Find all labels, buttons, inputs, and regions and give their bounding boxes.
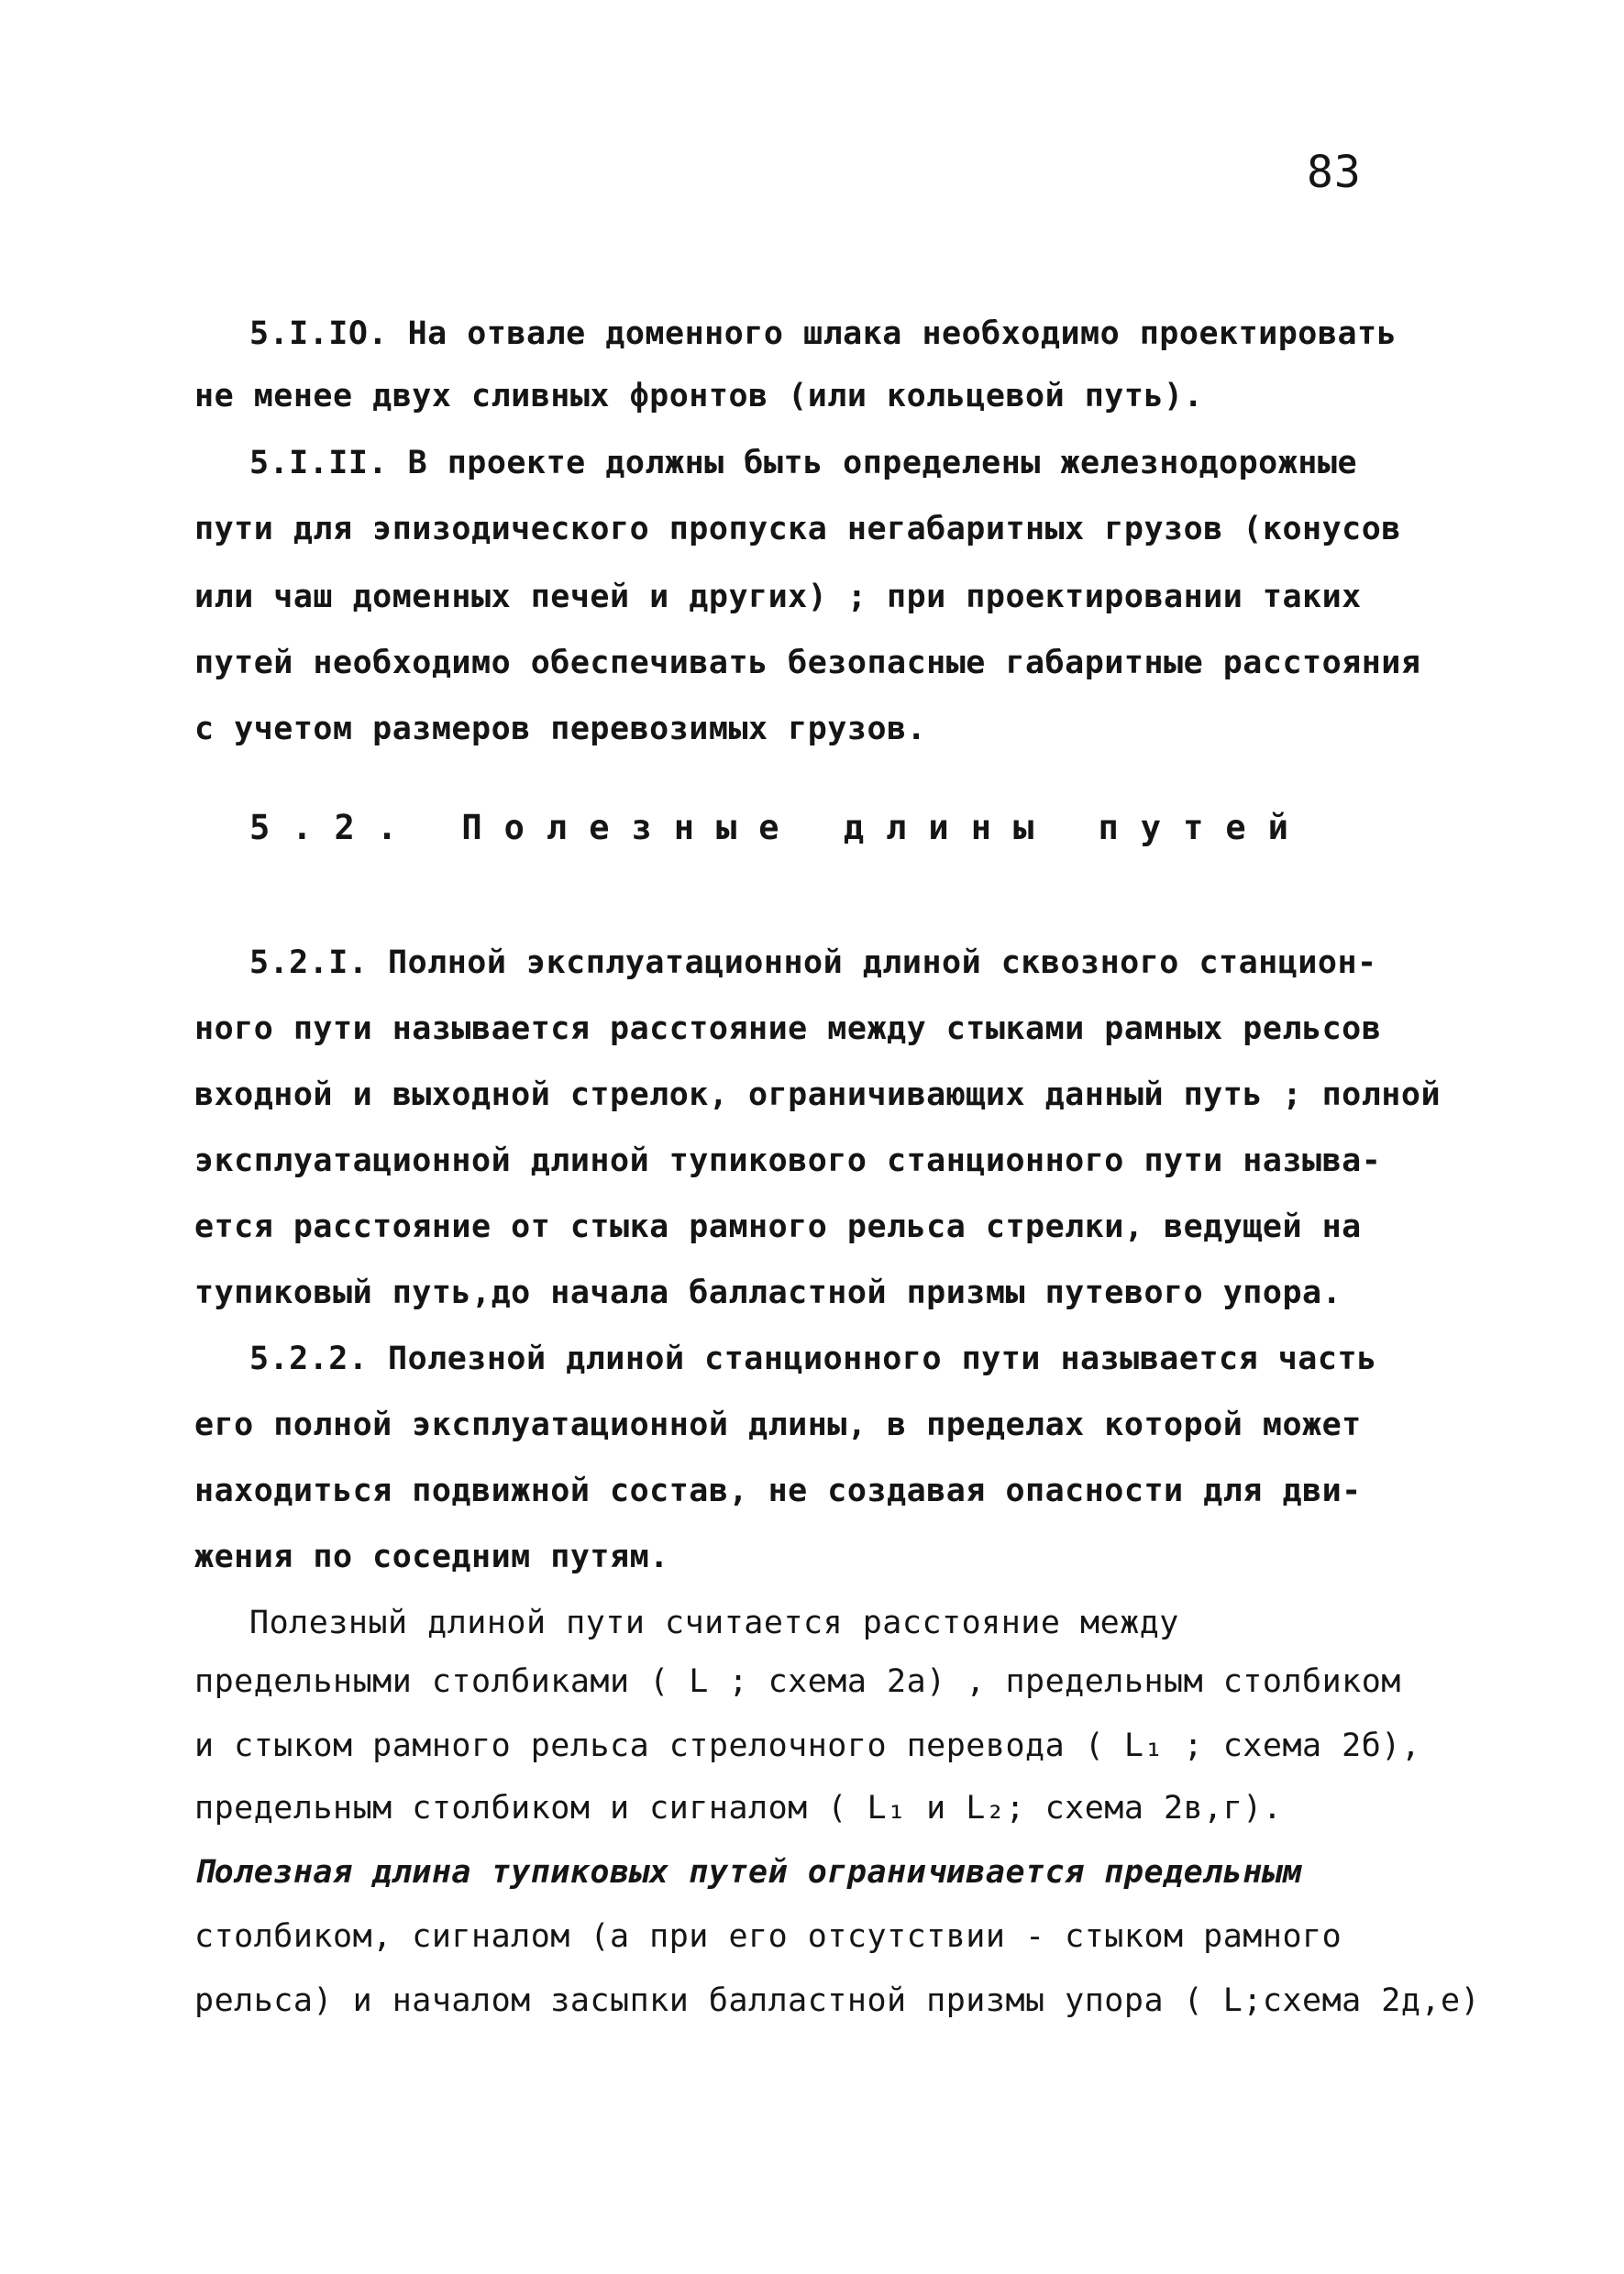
paragraph-5-2-1-line-2: ного пути называется расстояние между стыками рамных рельсов xyxy=(194,1010,1382,1047)
paragraph-5-2-1-line-3: входной и выходной стрелок, ограничивающих данный путь ; полной xyxy=(194,1076,1442,1113)
paragraph-5-2-1-line-4: эксплуатационной длиной тупикового станционного пути называ- xyxy=(194,1143,1382,1179)
paragraph-5-2-1-line-5: ется расстояние от стыка рамного рельса стрелки, ведущей на xyxy=(194,1209,1362,1245)
page-number: 83 xyxy=(1307,147,1362,198)
paragraph-dead-end-line-3: рельса) и началом засыпки балластной призмы упора ( L;схема 2д,е) xyxy=(194,1982,1481,2019)
paragraph-5-1-11-line-5: с учетом размеров перевозимых грузов. xyxy=(194,711,927,747)
paragraph-5-2-2-line-1: 5.2.2. Полезной длиной станционного пути называется часть xyxy=(249,1341,1377,1377)
paragraph-5-1-11-line-4: путей необходимо обеспечивать безопасные габаритные расстояния xyxy=(194,645,1421,681)
paragraph-5-1-11-line-1: 5.I.II. В проекте должны быть определены железнодорожные xyxy=(249,445,1358,481)
paragraph-useful-length-line-2: предельными столбиками ( L ; схема 2а) , предельным столбиком xyxy=(194,1663,1401,1700)
section-heading-5-2: 5.2. Полезные длины путей xyxy=(249,808,1310,847)
paragraph-5-1-10-line-1: 5.I.IO. На отвале доменного шлака необходимо проектировать xyxy=(249,315,1398,352)
paragraph-5-2-2-line-3: находиться подвижной состав, не создавая опасности для дви- xyxy=(194,1473,1362,1509)
paragraph-5-1-11-line-3: или чаш доменных печей и других) ; при проектировании таких xyxy=(194,579,1362,615)
paragraph-dead-end-line-1: Полезная длина тупиковых путей ограничивается предельным xyxy=(194,1854,1303,1891)
paragraph-5-2-2-line-4: жения по соседним путям. xyxy=(194,1539,669,1575)
paragraph-5-1-11-line-2: пути для эпизодического пропуска негабаритных грузов (конусов xyxy=(194,511,1401,547)
paragraph-5-2-1-line-1: 5.2.I. Полной эксплуатационной длиной сквозного станцион- xyxy=(249,944,1377,981)
paragraph-useful-length-line-1: Полезный длиной пути считается расстояние между xyxy=(249,1605,1179,1641)
paragraph-5-2-1-line-6: тупиковый путь,до начала балластной призмы путевого упора. xyxy=(194,1275,1342,1311)
paragraph-useful-length-line-3: и стыком рамного рельса стрелочного перевода ( L₁ ; схема 2б), xyxy=(194,1728,1421,1764)
paragraph-dead-end-line-2: столбиком, сигналом (а при его отсутствии - стыком рамного xyxy=(194,1918,1342,1955)
paragraph-useful-length-line-4: предельным столбиком и сигналом ( L₁ и L₂; схема 2в,г). xyxy=(194,1790,1283,1827)
paragraph-5-1-10-line-2: не менее двух сливных фронтов (или кольцевой путь). xyxy=(194,378,1204,414)
paragraph-5-2-2-line-2: его полной эксплуатационной длины, в пределах которой может xyxy=(194,1407,1362,1443)
